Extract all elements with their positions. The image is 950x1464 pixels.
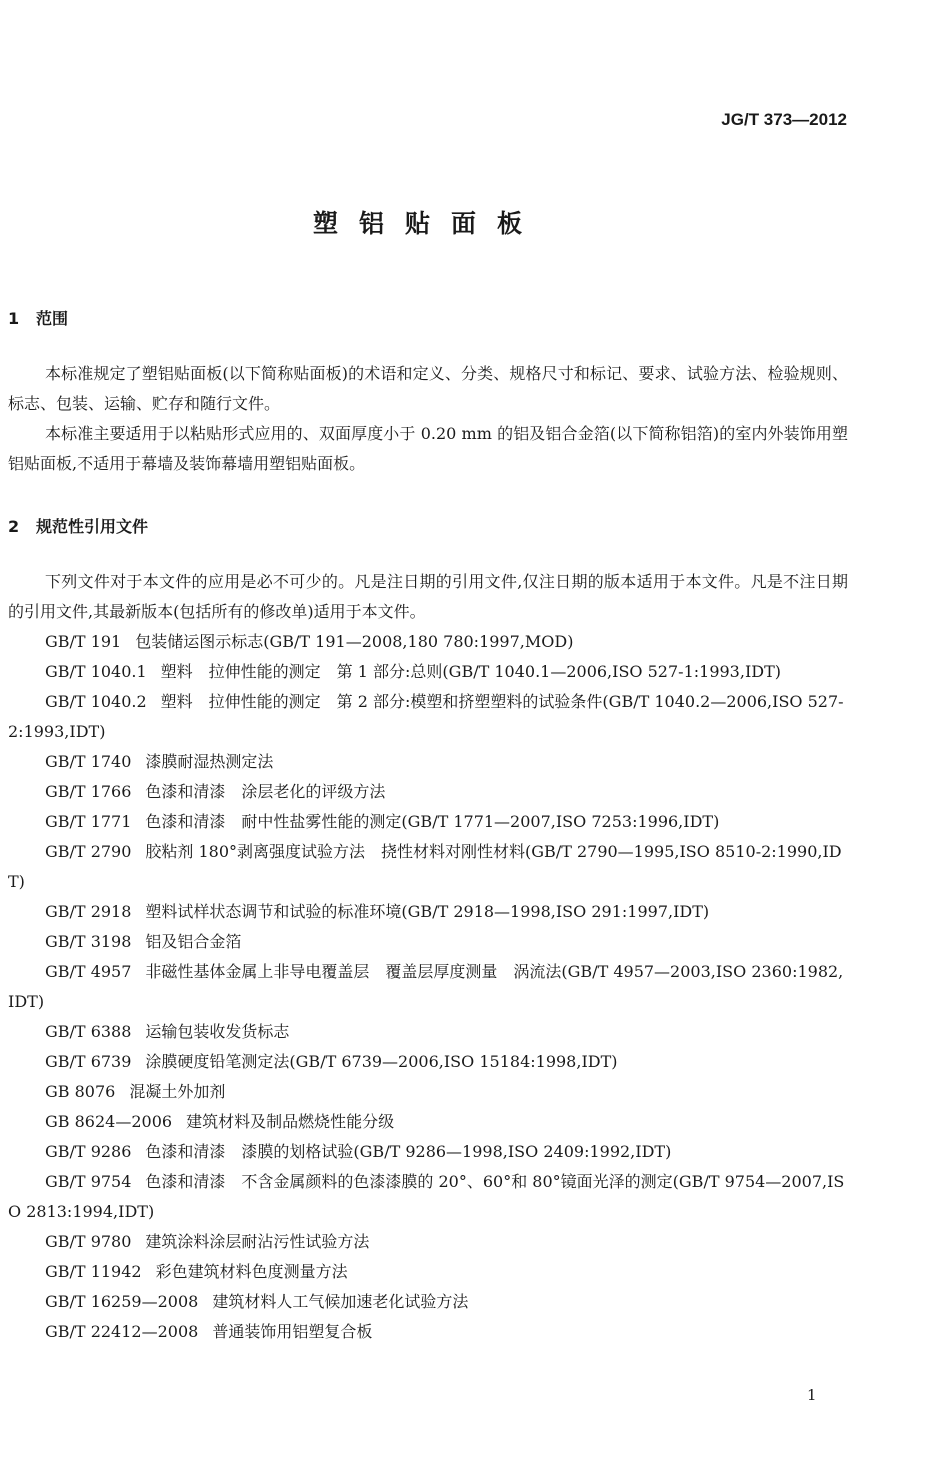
reference-code: GB 8076 xyxy=(45,1082,116,1101)
reference-title: 漆膜耐湿热测定法 xyxy=(145,752,274,771)
reference-item xyxy=(8,957,848,1017)
document-title: 塑铝贴面板 xyxy=(312,209,543,238)
reference-item xyxy=(8,807,848,837)
reference-code: GB/T 2918 xyxy=(45,902,132,921)
reference-code: GB/T 6388 xyxy=(45,1022,132,1041)
reference-item xyxy=(8,1257,848,1287)
reference-code: GB/T 1766 xyxy=(45,782,132,801)
references-intro: 下列文件对于本文件的应用是必不可少的。凡是注日期的引用文件,仅注日期的版本适用于本文件。凡是不注日期的引用文件,其最新版本(包括所有的修改单)适用于本文件。 xyxy=(8,572,848,621)
section-2-number: 2 xyxy=(8,517,20,536)
reference-item xyxy=(8,837,848,897)
reference-item xyxy=(8,747,848,777)
reference-item xyxy=(8,1287,848,1317)
reference-item xyxy=(8,897,848,927)
section-1-body xyxy=(8,359,848,479)
reference-item xyxy=(8,1107,848,1137)
page-number: 1 xyxy=(807,1386,817,1404)
reference-code: GB/T 1040.1 xyxy=(45,662,147,681)
reference-code: GB 8624—2006 xyxy=(45,1112,173,1131)
reference-title: 塑料 拉伸性能的测定 第 2 部分:模塑和挤塑塑料的试验条件(GB/T 1040.2—2006,ISO 527-2:1993,IDT) xyxy=(8,692,844,741)
reference-title: 色漆和清漆 不含金属颜料的色漆漆膜的 20°、60°和 80°镜面光泽的测定(GB/T 9754—2007,ISO 2813:1994,IDT) xyxy=(8,1172,845,1221)
reference-item xyxy=(8,657,848,687)
reference-title: 普通装饰用铝塑复合板 xyxy=(212,1322,373,1341)
reference-code: GB/T 3198 xyxy=(45,932,132,951)
reference-title: 非磁性基体金属上非导电覆盖层 覆盖层厚度测量 涡流法(GB/T 4957—2003,ISO 2360:1982,IDT) xyxy=(8,962,844,1011)
reference-title: 建筑涂料涂层耐沾污性试验方法 xyxy=(145,1232,370,1251)
reference-title: 色漆和清漆 涂层老化的评级方法 xyxy=(145,782,386,801)
section-2-title: 规范性引用文件 xyxy=(36,517,149,536)
scope-paragraph-1: 本标准规定了塑铝贴面板(以下简称贴面板)的术语和定义、分类、规格尺寸和标记、要求、试验方法、检验规则、标志、包装、运输、贮存和随行文件。 xyxy=(8,364,848,413)
reference-item xyxy=(8,777,848,807)
reference-code: GB/T 191 xyxy=(45,632,122,651)
standard-code: JG/T 373—2012 xyxy=(721,110,847,129)
reference-code: GB/T 2790 xyxy=(45,842,132,861)
reference-item xyxy=(8,1047,848,1077)
reference-title: 涂膜硬度铅笔测定法(GB/T 6739—2006,ISO 15184:1998,IDT) xyxy=(145,1052,618,1071)
reference-title: 塑料 拉伸性能的测定 第 1 部分:总则(GB/T 1040.1—2006,ISO 527-1:1993,IDT) xyxy=(160,662,782,681)
reference-title: 铝及铝合金箔 xyxy=(145,932,242,951)
reference-item xyxy=(8,627,848,657)
scope-paragraph-2: 本标准主要适用于以粘贴形式应用的、双面厚度小于 0.20 mm 的铝及铝合金箔(以下简称铝箔)的室内外装饰用塑铝贴面板,不适用于幕墙及装饰幕墙用塑铝贴面板。 xyxy=(8,424,848,473)
reference-title: 彩色建筑材料色度测量方法 xyxy=(155,1262,348,1281)
section-1-number: 1 xyxy=(8,309,20,328)
reference-code: GB/T 1040.2 xyxy=(45,692,147,711)
reference-item xyxy=(8,1017,848,1047)
reference-title: 色漆和清漆 漆膜的划格试验(GB/T 9286—1998,ISO 2409:1992,IDT) xyxy=(145,1142,672,1161)
reference-item xyxy=(8,1227,848,1257)
reference-title: 塑料试样状态调节和试验的标准环境(GB/T 2918—1998,ISO 291:1997,IDT) xyxy=(145,902,710,921)
reference-code: GB/T 11942 xyxy=(45,1262,142,1281)
reference-code: GB/T 22412—2008 xyxy=(45,1322,199,1341)
reference-title: 运输包装收发货标志 xyxy=(145,1022,290,1041)
reference-item xyxy=(8,1137,848,1167)
reference-item xyxy=(8,1077,848,1107)
section-2-heading xyxy=(8,514,148,537)
reference-code: GB/T 9754 xyxy=(45,1172,132,1191)
reference-code: GB/T 9780 xyxy=(45,1232,132,1251)
reference-item xyxy=(8,1167,848,1227)
section-2-body xyxy=(8,567,848,1347)
reference-item xyxy=(8,687,848,747)
reference-title: 包装储运图示标志(GB/T 191—2008,180 780:1997,MOD) xyxy=(135,632,574,651)
reference-code: GB/T 4957 xyxy=(45,962,132,981)
reference-title: 建筑材料及制品燃烧性能分级 xyxy=(186,1112,395,1131)
reference-title: 胶粘剂 180°剥离强度试验方法 挠性材料对刚性材料(GB/T 2790—1995,ISO 8510-2:1990,IDT) xyxy=(8,842,842,891)
reference-code: GB/T 1771 xyxy=(45,812,132,831)
reference-title: 色漆和清漆 耐中性盐雾性能的测定(GB/T 1771—2007,ISO 7253:1996,IDT) xyxy=(145,812,720,831)
reference-item xyxy=(8,1317,848,1347)
reference-code: GB/T 9286 xyxy=(45,1142,132,1161)
reference-code: GB/T 16259—2008 xyxy=(45,1292,199,1311)
reference-code: GB/T 6739 xyxy=(45,1052,132,1071)
reference-title: 混凝土外加剂 xyxy=(129,1082,226,1101)
section-1-title: 范围 xyxy=(36,309,69,328)
reference-code: GB/T 1740 xyxy=(45,752,132,771)
section-1-heading xyxy=(8,306,68,329)
reference-item xyxy=(8,927,848,957)
reference-title: 建筑材料人工气候加速老化试验方法 xyxy=(212,1292,469,1311)
